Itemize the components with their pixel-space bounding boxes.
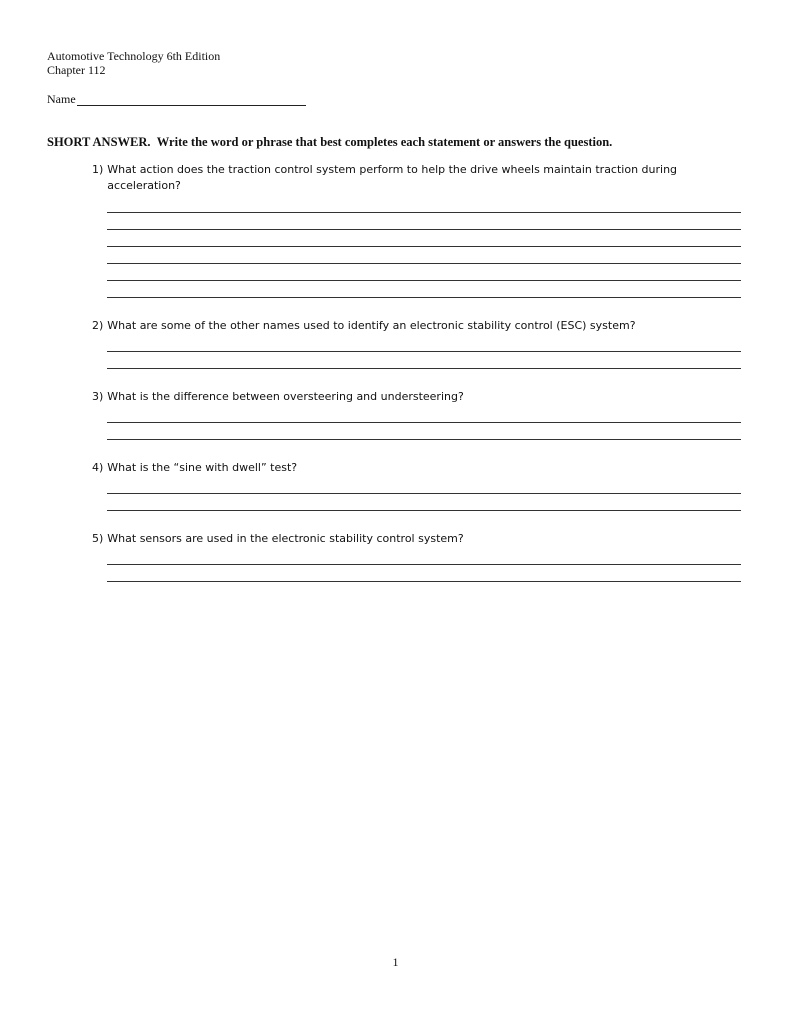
answer-line[interactable] [107,263,741,264]
answer-line[interactable] [107,246,741,247]
instructions-text: Write the word or phrase that best completes each statement or answers the question. [156,135,613,149]
question-3 [92,389,742,405]
question-1 [92,162,742,194]
section-title: SHORT ANSWER. [47,135,151,149]
question-text-line: acceleration? [107,179,181,192]
question-text-line: What is the difference between oversteering and understeering? [107,390,464,403]
answer-line[interactable] [107,493,741,494]
answer-line[interactable] [107,351,741,352]
answer-line[interactable] [107,439,741,440]
question-5 [92,531,742,547]
question-number: 3) [92,390,104,403]
answer-line[interactable] [107,280,741,281]
question-text-line: What is the “sine with dwell” test? [107,461,298,474]
question-text-line: What action does the traction control system perform to help the drive wheels maintain traction during [107,163,678,176]
book-title: Automotive Technology 6th Edition [47,49,221,63]
question-2 [92,318,742,334]
question-number: 2) [92,319,104,332]
name-field-row [47,92,306,106]
question-number: 5) [92,532,104,545]
question-number: 1) [92,163,104,176]
document-header [47,49,220,77]
question-text-line: What sensors are used in the electronic stability control system? [107,532,464,545]
answer-line[interactable] [107,297,741,298]
answer-line[interactable] [107,581,741,582]
question-text-line: What are some of the other names used to identify an electronic stability control (ESC) system? [107,319,636,332]
answer-line[interactable] [107,368,741,369]
name-label: Name [47,92,76,106]
section-instructions [47,135,767,150]
question-number: 4) [92,461,104,474]
answer-line[interactable] [107,510,741,511]
answer-line[interactable] [107,229,741,230]
chapter-label: Chapter 112 [47,63,106,77]
page-number: 1 [392,955,399,969]
question-4 [92,460,742,476]
answer-line[interactable] [107,422,741,423]
answer-line[interactable] [107,564,741,565]
name-field-line[interactable] [77,93,306,106]
answer-line[interactable] [107,212,741,213]
